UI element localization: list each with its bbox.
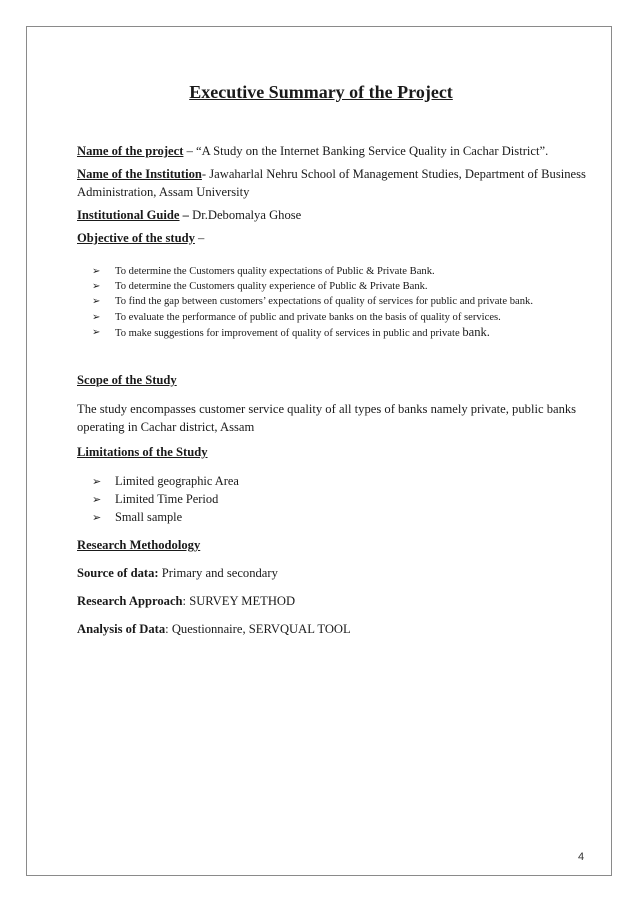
arrow-bullet-icon: ➢: [92, 492, 102, 506]
project-name-sep: –: [183, 144, 197, 158]
arrow-bullet-icon: ➢: [92, 311, 101, 323]
objective-heading: [77, 230, 587, 248]
guide-value: Dr.Debomalya Ghose: [192, 208, 302, 222]
arrow-bullet-icon: ➢: [92, 326, 101, 338]
objective-label: Objective of the study: [77, 231, 195, 245]
source-value: Primary and secondary: [158, 566, 278, 580]
scope-text: The study encompasses customer service quality of all types of banks namely private, public banks operating in Cachar district, Assam: [77, 402, 577, 434]
arrow-bullet-icon: ➢: [92, 475, 102, 488]
objective-list: [92, 264, 587, 341]
institution-label: Name of the Institution: [77, 167, 202, 181]
list-item: ➢ Limited geographic Area: [92, 473, 587, 491]
guide-label: Institutional Guide: [77, 208, 180, 222]
project-name-label: Name of the project: [77, 144, 184, 158]
project-name-line: [77, 143, 587, 161]
analysis-value: : Questionnaire, SERVQUAL TOOL: [165, 622, 351, 636]
institution-value: Jawaharlal Nehru School of Management Studies, Department of Business Administration, Assam University: [77, 167, 586, 199]
institution-line: [77, 166, 587, 201]
analysis-line: [77, 621, 587, 639]
project-name-value: “A Study on the Internet Banking Service Quality in Cachar District”.: [196, 144, 549, 158]
objective-sep: –: [194, 231, 205, 245]
page-title: Executive Summary of the Project: [189, 82, 453, 102]
list-item: ➢ To find the gap between customers’ expectations of quality of services for public and private bank.: [92, 294, 587, 309]
source-of-data-line: [77, 565, 587, 583]
source-label: Source of data:: [77, 566, 159, 580]
list-item: ➢ To evaluate the performance of public and private banks on the basis of quality of services.: [92, 310, 587, 325]
approach-value: : SURVEY METHOD: [182, 594, 296, 608]
limitations-list: [92, 473, 587, 526]
list-item: ➢ Small sample: [92, 509, 587, 527]
guide-sep: –: [179, 208, 193, 222]
institution-sep: -: [201, 167, 210, 181]
methodology-heading: Research Methodology: [77, 538, 201, 552]
limitations-heading: Limitations of the Study: [77, 445, 208, 459]
arrow-bullet-icon: ➢: [92, 296, 101, 308]
arrow-bullet-icon: ➢: [92, 510, 102, 524]
research-approach-line: [77, 593, 587, 611]
arrow-bullet-icon: ➢: [92, 266, 101, 277]
scope-heading: Scope of the Study: [77, 373, 177, 387]
analysis-label: Analysis of Data: [77, 622, 166, 636]
list-item: ➢ To determine the Customers quality expectations of Public & Private Bank.: [92, 264, 587, 279]
arrow-bullet-icon: ➢: [92, 281, 101, 293]
page-number: 4: [578, 851, 585, 863]
guide-line: [77, 207, 587, 225]
list-item: ➢ To make suggestions for improvement of quality of services in public and private bank.: [92, 324, 490, 339]
approach-label: Research Approach: [77, 594, 183, 608]
list-item: ➢ To determine the Customers quality experience of Public & Private Bank.: [92, 279, 587, 294]
list-item: ➢ Limited Time Period: [92, 491, 587, 509]
